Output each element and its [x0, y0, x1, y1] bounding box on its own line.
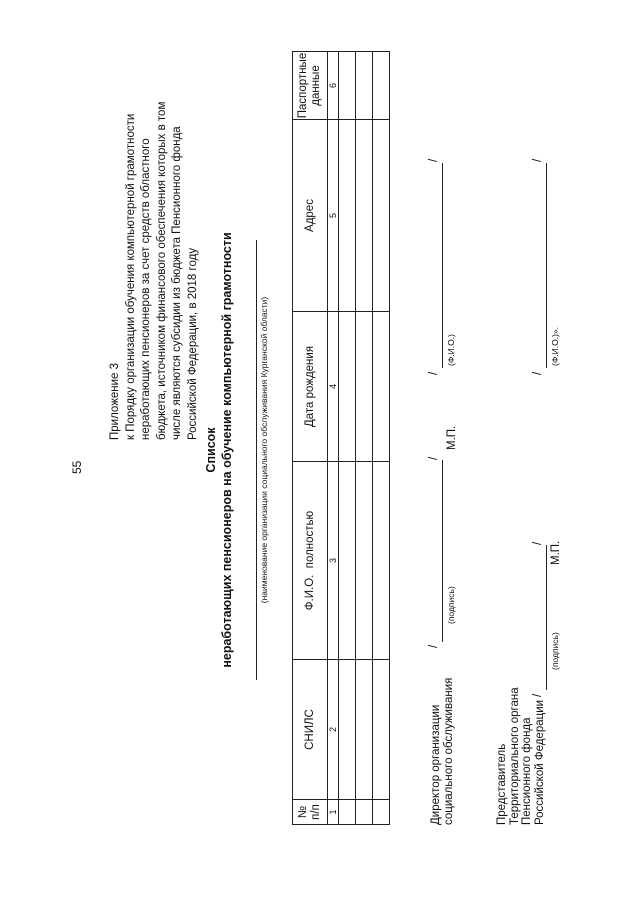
column-number: 1 — [328, 800, 339, 825]
representative-stamp-mark: М.П. — [550, 540, 562, 565]
representative-fio-caption: (Ф.И.О.)». — [550, 326, 560, 366]
pensioners-table — [292, 51, 390, 825]
representative-sign-slash-right: / — [532, 541, 544, 545]
representative-signature-line — [546, 545, 547, 690]
column-number-row — [328, 52, 339, 825]
table-row — [373, 52, 390, 825]
table-row — [356, 52, 373, 825]
document-subtitle: неработающих пенсионеров на обучение компьютерной грамотности — [220, 232, 234, 668]
appendix-line: к Порядку организации обучения компьютерной грамотности — [124, 113, 137, 440]
header-fio: Ф.И.О. полностью — [293, 462, 328, 660]
director-sign-caption: (подпись) — [446, 586, 456, 624]
director-fio-line — [442, 163, 443, 368]
column-number: 4 — [328, 312, 339, 462]
document-title: Список — [204, 427, 218, 473]
appendix-line: Российской Федерации, в 2018 году — [186, 247, 199, 440]
header-address: Адрес — [293, 120, 328, 312]
organization-caption: (наименование организации социального обслуживания Курганской области) — [259, 296, 269, 604]
appendix-line: неработающих пенсионеров за счет средств областного — [140, 138, 152, 440]
table-header-row — [293, 52, 328, 825]
table-row — [339, 52, 356, 825]
appendix-line: числе являются субсидии из бюджета Пенсионного фонда — [171, 126, 183, 440]
header-passport: Паспортные данные — [293, 52, 328, 120]
column-number: 2 — [328, 660, 339, 800]
representative-fio-slash-left: / — [532, 371, 544, 375]
organization-name-line — [256, 240, 257, 680]
director-fio-caption: (Ф.И.О.) — [446, 334, 456, 366]
appendix-line: Приложение 3 — [109, 362, 121, 440]
director-sign-slash-right: / — [428, 456, 440, 460]
representative-label: Представитель Территориального органа Пенсионного фонда Российской Федерации — [496, 687, 546, 825]
column-number: 6 — [328, 52, 339, 120]
column-number: 5 — [328, 120, 339, 312]
director-sign-slash-left: / — [428, 644, 440, 648]
representative-sign-caption: (подпись) — [550, 632, 560, 670]
representative-sign-slash-left: / — [532, 693, 544, 697]
header-snils: СНИЛС — [293, 660, 328, 800]
representative-fio-line — [546, 163, 547, 368]
representative-fio-slash-right: / — [532, 158, 544, 162]
appendix-block — [108, 40, 201, 440]
page-number: 55 — [70, 460, 84, 474]
header-birth-date: Дата рождения — [293, 312, 328, 462]
director-stamp-mark: М.П. — [446, 425, 458, 450]
director-fio-slash-left: / — [428, 371, 440, 375]
column-number: 3 — [328, 462, 339, 660]
appendix-line: бюджета, источником финансового обеспечения которых в том — [155, 101, 168, 440]
header-number: № п/п — [293, 800, 328, 825]
director-label: Директор организации социального обслуживания — [430, 677, 455, 825]
director-fio-slash-right: / — [428, 158, 440, 162]
director-signature-line — [442, 460, 443, 642]
